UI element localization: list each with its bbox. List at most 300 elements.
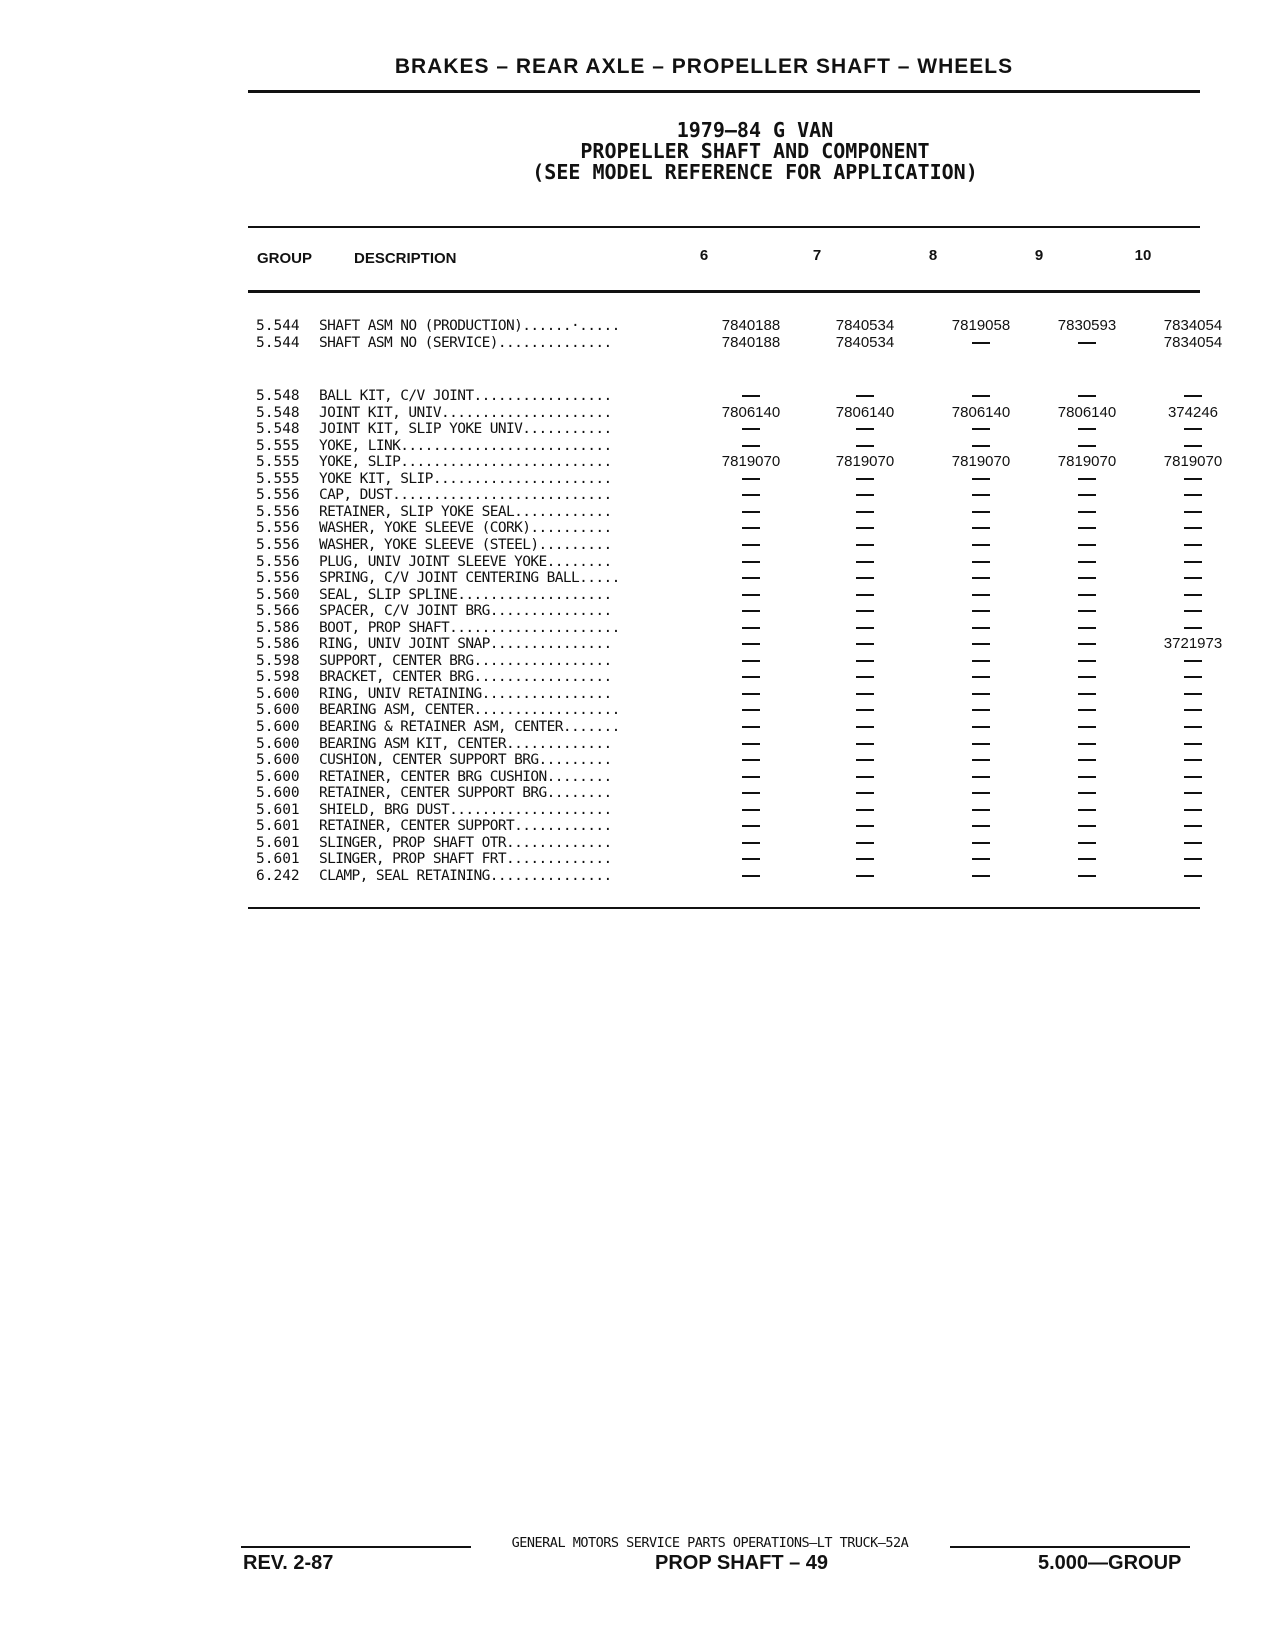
part-number-none bbox=[701, 487, 801, 503]
part-number-none bbox=[931, 752, 1031, 768]
row-description: WASHER, YOKE SLEEVE (CORK).......... bbox=[319, 520, 612, 537]
dash-mark bbox=[856, 610, 874, 612]
dash-mark bbox=[742, 660, 760, 662]
row-group: 5.544 bbox=[256, 335, 300, 351]
part-number-none bbox=[701, 471, 801, 487]
part-number-none bbox=[1037, 669, 1137, 685]
part-number-none bbox=[1143, 686, 1243, 702]
part-number-none bbox=[815, 818, 915, 834]
part-number-none bbox=[815, 669, 915, 685]
part-number-none bbox=[1037, 802, 1137, 818]
part-number-none bbox=[931, 620, 1031, 636]
row-group: 5.598 bbox=[256, 652, 300, 669]
part-number-none bbox=[1143, 736, 1243, 752]
dash-mark bbox=[972, 643, 990, 645]
row-description: SLINGER, PROP SHAFT OTR............. bbox=[319, 834, 612, 851]
row-group: 5.600 bbox=[256, 719, 300, 735]
part-number-none bbox=[815, 719, 915, 735]
part-number-none bbox=[1037, 719, 1137, 735]
dash-mark bbox=[972, 594, 990, 596]
dash-mark bbox=[972, 693, 990, 695]
dash-mark bbox=[856, 676, 874, 678]
part-number-none bbox=[701, 570, 801, 586]
row-group: 5.556 bbox=[256, 570, 300, 587]
dash-mark bbox=[1078, 660, 1096, 662]
part-number-none bbox=[701, 868, 801, 884]
footer-revision: REV. 2-87 bbox=[243, 1552, 334, 1574]
dash-mark bbox=[972, 395, 990, 397]
part-number-none bbox=[701, 587, 801, 603]
part-number-c8: 7819058 bbox=[951, 317, 1011, 334]
table-row bbox=[256, 504, 1196, 521]
part-number-none bbox=[931, 719, 1031, 735]
dash-mark bbox=[1184, 511, 1202, 513]
dash-mark bbox=[972, 726, 990, 728]
part-number-none bbox=[931, 570, 1031, 586]
dash-mark bbox=[1078, 561, 1096, 563]
part-number-none bbox=[931, 636, 1031, 652]
part-number-none bbox=[1037, 504, 1137, 520]
dash-mark bbox=[1184, 660, 1202, 662]
dash-mark bbox=[742, 776, 760, 778]
part-number-c7: 7819070 bbox=[835, 453, 895, 471]
dash-mark bbox=[1078, 842, 1096, 844]
table-row bbox=[256, 818, 1196, 835]
dash-mark bbox=[1078, 544, 1096, 546]
row-description: BOOT, PROP SHAFT..................... bbox=[319, 619, 620, 636]
part-number-c10: 7819070 bbox=[1163, 453, 1223, 471]
row-group: 5.600 bbox=[256, 785, 300, 802]
row-description: SPACER, C/V JOINT BRG............... bbox=[319, 603, 612, 620]
dash-mark bbox=[972, 809, 990, 811]
dash-mark bbox=[1078, 395, 1096, 397]
table-row bbox=[256, 851, 1196, 868]
part-number-none bbox=[1143, 570, 1243, 586]
part-number-none bbox=[931, 785, 1031, 801]
table-row bbox=[256, 421, 1196, 438]
part-number-none bbox=[931, 702, 1031, 718]
part-number-none bbox=[931, 504, 1031, 520]
dash-mark bbox=[972, 776, 990, 778]
part-number-c10: 7834054 bbox=[1163, 334, 1223, 351]
row-description: JOINT KIT, SLIP YOKE UNIV........... bbox=[319, 421, 612, 438]
part-number-none bbox=[1037, 785, 1137, 801]
part-number-c6: 7819070 bbox=[721, 453, 781, 471]
dash-mark bbox=[856, 809, 874, 811]
part-number-none bbox=[815, 537, 915, 553]
part-number-none bbox=[815, 736, 915, 752]
part-number-none bbox=[815, 785, 915, 801]
dash-mark bbox=[1078, 776, 1096, 778]
part-number-c7: 7840534 bbox=[835, 334, 895, 351]
row-description: SHAFT ASM NO (PRODUCTION)......·..... bbox=[319, 318, 620, 334]
part-number-none bbox=[1037, 736, 1137, 752]
table-row bbox=[256, 752, 1196, 769]
row-group: 5.601 bbox=[256, 851, 300, 868]
row-description: BEARING ASM, CENTER.................. bbox=[319, 702, 620, 719]
part-number-none bbox=[931, 802, 1031, 818]
dash-mark bbox=[972, 660, 990, 662]
part-number-none bbox=[1037, 438, 1137, 454]
table-row bbox=[256, 736, 1196, 753]
row-group: 5.601 bbox=[256, 834, 300, 851]
dash-mark bbox=[1184, 875, 1202, 877]
table-row bbox=[256, 785, 1196, 802]
part-number-none bbox=[1037, 620, 1137, 636]
part-number-none bbox=[701, 802, 801, 818]
part-number-none bbox=[1037, 537, 1137, 553]
dash-mark bbox=[1184, 709, 1202, 711]
row-group: 5.600 bbox=[256, 735, 300, 752]
header-col-9: 9 bbox=[1034, 247, 1044, 264]
dash-mark bbox=[856, 627, 874, 629]
dash-mark bbox=[856, 494, 874, 496]
dash-mark bbox=[1078, 693, 1096, 695]
dash-mark bbox=[742, 544, 760, 546]
dash-mark bbox=[856, 842, 874, 844]
dash-mark bbox=[1078, 610, 1096, 612]
part-number-none bbox=[1143, 603, 1243, 619]
part-number-none bbox=[815, 487, 915, 503]
part-number-none bbox=[1037, 554, 1137, 570]
row-group: 5.600 bbox=[256, 685, 300, 702]
dash-mark bbox=[1078, 577, 1096, 579]
part-number-none bbox=[1037, 835, 1137, 851]
row-description: CUSHION, CENTER SUPPORT BRG......... bbox=[319, 752, 612, 769]
part-number-none bbox=[1143, 669, 1243, 685]
dash-mark bbox=[1184, 544, 1202, 546]
part-number-none bbox=[1037, 653, 1137, 669]
row-group: 5.555 bbox=[256, 454, 300, 471]
row-group: 5.601 bbox=[256, 801, 300, 818]
dash-mark bbox=[972, 478, 990, 480]
table-row bbox=[256, 554, 1196, 571]
part-number-none bbox=[1143, 537, 1243, 553]
dash-mark bbox=[742, 527, 760, 529]
part-number-none bbox=[815, 769, 915, 785]
dash-mark bbox=[1078, 342, 1096, 344]
part-number-none bbox=[1037, 335, 1137, 351]
part-number-none bbox=[701, 686, 801, 702]
part-number-none bbox=[1143, 520, 1243, 536]
part-number-none bbox=[931, 769, 1031, 785]
row-group: 5.548 bbox=[256, 388, 300, 404]
table-row bbox=[256, 868, 1196, 885]
row-group: 5.600 bbox=[256, 702, 300, 719]
header-col-10: 10 bbox=[1134, 247, 1152, 264]
part-number-c10: 374246 bbox=[1167, 403, 1219, 421]
dash-mark bbox=[856, 709, 874, 711]
dash-mark bbox=[742, 395, 760, 397]
row-description: CAP, DUST........................... bbox=[319, 487, 612, 504]
part-number-none bbox=[1143, 851, 1243, 867]
part-number-none bbox=[701, 818, 801, 834]
dash-mark bbox=[1078, 594, 1096, 596]
dash-mark bbox=[856, 693, 874, 695]
dash-mark bbox=[742, 494, 760, 496]
part-number-none bbox=[1037, 388, 1137, 404]
table-row bbox=[256, 570, 1196, 587]
dash-mark bbox=[1184, 395, 1202, 397]
dash-mark bbox=[1184, 627, 1202, 629]
row-description: SHAFT ASM NO (SERVICE).............. bbox=[319, 335, 612, 351]
table-row bbox=[256, 587, 1196, 604]
table-row bbox=[256, 669, 1196, 686]
dash-mark bbox=[1078, 858, 1096, 860]
dash-mark bbox=[1184, 594, 1202, 596]
part-number-none bbox=[1143, 769, 1243, 785]
row-group: 5.556 bbox=[256, 503, 300, 520]
row-group: 5.566 bbox=[256, 603, 300, 620]
dash-mark bbox=[972, 511, 990, 513]
section-header bbox=[0, 55, 1280, 79]
dash-mark bbox=[1184, 726, 1202, 728]
row-description: YOKE KIT, SLIP...................... bbox=[319, 470, 612, 487]
part-number-none bbox=[1037, 421, 1137, 437]
row-group: 5.586 bbox=[256, 619, 300, 636]
row-description: RING, UNIV JOINT SNAP............... bbox=[319, 636, 612, 653]
dash-mark bbox=[856, 594, 874, 596]
part-number-none bbox=[931, 736, 1031, 752]
header-bottom-rule bbox=[248, 290, 1200, 293]
dash-mark bbox=[1078, 875, 1096, 877]
table-row bbox=[256, 520, 1196, 537]
part-number-none bbox=[1143, 620, 1243, 636]
row-description: BALL KIT, C/V JOINT................. bbox=[319, 388, 612, 404]
row-description: BEARING & RETAINER ASM, CENTER....... bbox=[319, 719, 620, 735]
dash-mark bbox=[1184, 743, 1202, 745]
dash-mark bbox=[742, 445, 760, 447]
dash-mark bbox=[856, 395, 874, 397]
table-row bbox=[256, 537, 1196, 554]
dash-mark bbox=[1184, 759, 1202, 761]
dash-mark bbox=[1078, 445, 1096, 447]
dash-mark bbox=[1184, 527, 1202, 529]
part-number-none bbox=[815, 587, 915, 603]
part-number-none bbox=[1143, 752, 1243, 768]
dash-mark bbox=[1184, 825, 1202, 827]
part-number-none bbox=[1037, 570, 1137, 586]
part-number-none bbox=[1143, 818, 1243, 834]
part-number-none bbox=[931, 603, 1031, 619]
part-number-none bbox=[931, 868, 1031, 884]
dash-mark bbox=[742, 561, 760, 563]
dash-mark bbox=[972, 759, 990, 761]
table-row bbox=[256, 487, 1196, 504]
row-group: 5.555 bbox=[256, 470, 300, 487]
part-number-none bbox=[931, 818, 1031, 834]
part-number-none bbox=[701, 554, 801, 570]
table-row bbox=[256, 471, 1196, 488]
part-number-c10: 7834054 bbox=[1163, 317, 1223, 334]
dash-mark bbox=[856, 527, 874, 529]
part-number-c9: 7806140 bbox=[1057, 403, 1117, 421]
table-bottom-rule bbox=[248, 907, 1200, 909]
part-number-none bbox=[1143, 487, 1243, 503]
dash-mark bbox=[742, 478, 760, 480]
part-number-none bbox=[1143, 421, 1243, 437]
dash-mark bbox=[742, 842, 760, 844]
dash-mark bbox=[856, 445, 874, 447]
part-number-none bbox=[1037, 471, 1137, 487]
part-number-c10: 3721973 bbox=[1163, 635, 1223, 653]
dash-mark bbox=[1184, 776, 1202, 778]
dash-mark bbox=[972, 544, 990, 546]
title-line-2: PROPELLER SHAFT AND COMPONENT bbox=[580, 139, 930, 163]
row-description: RETAINER, SLIP YOKE SEAL............ bbox=[319, 503, 612, 520]
table-row bbox=[256, 388, 1196, 405]
dash-mark bbox=[1078, 643, 1096, 645]
part-number-none bbox=[931, 669, 1031, 685]
row-group: 5.601 bbox=[256, 818, 300, 835]
part-number-none bbox=[931, 335, 1031, 351]
dash-mark bbox=[1184, 610, 1202, 612]
dash-mark bbox=[742, 693, 760, 695]
dash-mark bbox=[972, 842, 990, 844]
dash-mark bbox=[972, 743, 990, 745]
part-number-none bbox=[1037, 603, 1137, 619]
dash-mark bbox=[1078, 627, 1096, 629]
table-row bbox=[256, 835, 1196, 852]
part-number-none bbox=[701, 835, 801, 851]
part-number-none bbox=[701, 752, 801, 768]
part-number-none bbox=[701, 669, 801, 685]
part-number-none bbox=[815, 520, 915, 536]
dash-mark bbox=[856, 643, 874, 645]
part-number-c9: 7819070 bbox=[1057, 453, 1117, 471]
part-number-none bbox=[1143, 388, 1243, 404]
part-number-none bbox=[1143, 554, 1243, 570]
table-row bbox=[256, 620, 1196, 637]
footer-group: 5.000—GROUP bbox=[1038, 1552, 1182, 1574]
part-number-c7: 7840534 bbox=[835, 317, 895, 334]
dash-mark bbox=[972, 858, 990, 860]
dash-mark bbox=[1078, 726, 1096, 728]
row-description: RETAINER, CENTER SUPPORT BRG........ bbox=[319, 785, 612, 802]
part-number-none bbox=[931, 587, 1031, 603]
table-row bbox=[256, 769, 1196, 786]
row-group: 5.600 bbox=[256, 752, 300, 769]
row-description: RETAINER, CENTER BRG CUSHION........ bbox=[319, 768, 612, 785]
footer-rule-right bbox=[950, 1546, 1190, 1548]
dash-mark bbox=[742, 709, 760, 711]
row-description: BEARING ASM KIT, CENTER............. bbox=[319, 735, 612, 752]
dash-mark bbox=[1078, 511, 1096, 513]
dash-mark bbox=[856, 660, 874, 662]
header-col-8: 8 bbox=[928, 247, 938, 264]
page-title bbox=[470, 120, 1040, 183]
part-number-none bbox=[701, 504, 801, 520]
dash-mark bbox=[1184, 561, 1202, 563]
part-number-none bbox=[931, 686, 1031, 702]
part-number-none bbox=[815, 421, 915, 437]
dash-mark bbox=[742, 759, 760, 761]
row-description: SHIELD, BRG DUST.................... bbox=[319, 801, 612, 818]
part-number-none bbox=[931, 835, 1031, 851]
header-col-7: 7 bbox=[812, 247, 822, 264]
dash-mark bbox=[1184, 809, 1202, 811]
part-number-none bbox=[701, 736, 801, 752]
table-row bbox=[256, 686, 1196, 703]
dash-mark bbox=[1184, 494, 1202, 496]
part-number-none bbox=[1037, 702, 1137, 718]
part-number-none bbox=[1037, 851, 1137, 867]
dash-mark bbox=[856, 858, 874, 860]
dash-mark bbox=[972, 561, 990, 563]
row-group: 6.242 bbox=[256, 867, 300, 884]
row-group: 5.556 bbox=[256, 553, 300, 570]
dash-mark bbox=[1184, 428, 1202, 430]
dash-mark bbox=[1184, 676, 1202, 678]
dash-mark bbox=[856, 759, 874, 761]
part-number-none bbox=[815, 554, 915, 570]
part-number-none bbox=[815, 603, 915, 619]
dash-mark bbox=[856, 792, 874, 794]
row-group: 5.556 bbox=[256, 487, 300, 504]
dash-mark bbox=[1184, 858, 1202, 860]
dash-mark bbox=[856, 726, 874, 728]
part-number-none bbox=[701, 603, 801, 619]
dash-mark bbox=[972, 792, 990, 794]
part-number-none bbox=[815, 570, 915, 586]
row-group: 5.556 bbox=[256, 536, 300, 553]
row-description: SEAL, SLIP SPLINE................... bbox=[319, 586, 612, 603]
part-number-none bbox=[701, 537, 801, 553]
part-number-none bbox=[931, 388, 1031, 404]
part-number-none bbox=[815, 388, 915, 404]
part-number-c6: 7840188 bbox=[721, 317, 781, 334]
dash-mark bbox=[742, 676, 760, 678]
dash-mark bbox=[742, 643, 760, 645]
part-number-none bbox=[1143, 719, 1243, 735]
dash-mark bbox=[856, 577, 874, 579]
header-rule bbox=[248, 90, 1200, 93]
part-number-none bbox=[1037, 487, 1137, 503]
dash-mark bbox=[1184, 792, 1202, 794]
part-number-none bbox=[1143, 702, 1243, 718]
dash-mark bbox=[972, 627, 990, 629]
part-number-none bbox=[815, 851, 915, 867]
part-number-none bbox=[701, 438, 801, 454]
part-number-none bbox=[1143, 802, 1243, 818]
row-group: 5.548 bbox=[256, 421, 300, 438]
dash-mark bbox=[856, 544, 874, 546]
section-title: BRAKES – REAR AXLE – PROPELLER SHAFT – WHEELS bbox=[394, 55, 1014, 78]
part-number-none bbox=[931, 421, 1031, 437]
part-number-none bbox=[815, 702, 915, 718]
dash-mark bbox=[1078, 709, 1096, 711]
row-description: BRACKET, CENTER BRG................. bbox=[319, 669, 612, 686]
header-group: GROUP bbox=[257, 250, 313, 267]
row-group: 5.544 bbox=[256, 318, 300, 334]
table-row bbox=[256, 653, 1196, 670]
dash-mark bbox=[1078, 494, 1096, 496]
dash-mark bbox=[972, 494, 990, 496]
part-number-none bbox=[701, 702, 801, 718]
row-description: PLUG, UNIV JOINT SLEEVE YOKE........ bbox=[319, 553, 612, 570]
table-row bbox=[256, 403, 1219, 422]
table-row bbox=[256, 603, 1196, 620]
part-number-none bbox=[701, 520, 801, 536]
header-description: DESCRIPTION bbox=[354, 250, 457, 267]
footer-page-number: PROP SHAFT – 49 bbox=[655, 1552, 829, 1574]
part-number-none bbox=[701, 653, 801, 669]
dash-mark bbox=[972, 676, 990, 678]
dash-mark bbox=[742, 792, 760, 794]
dash-mark bbox=[1184, 693, 1202, 695]
part-number-none bbox=[815, 686, 915, 702]
table-row bbox=[256, 635, 1223, 653]
